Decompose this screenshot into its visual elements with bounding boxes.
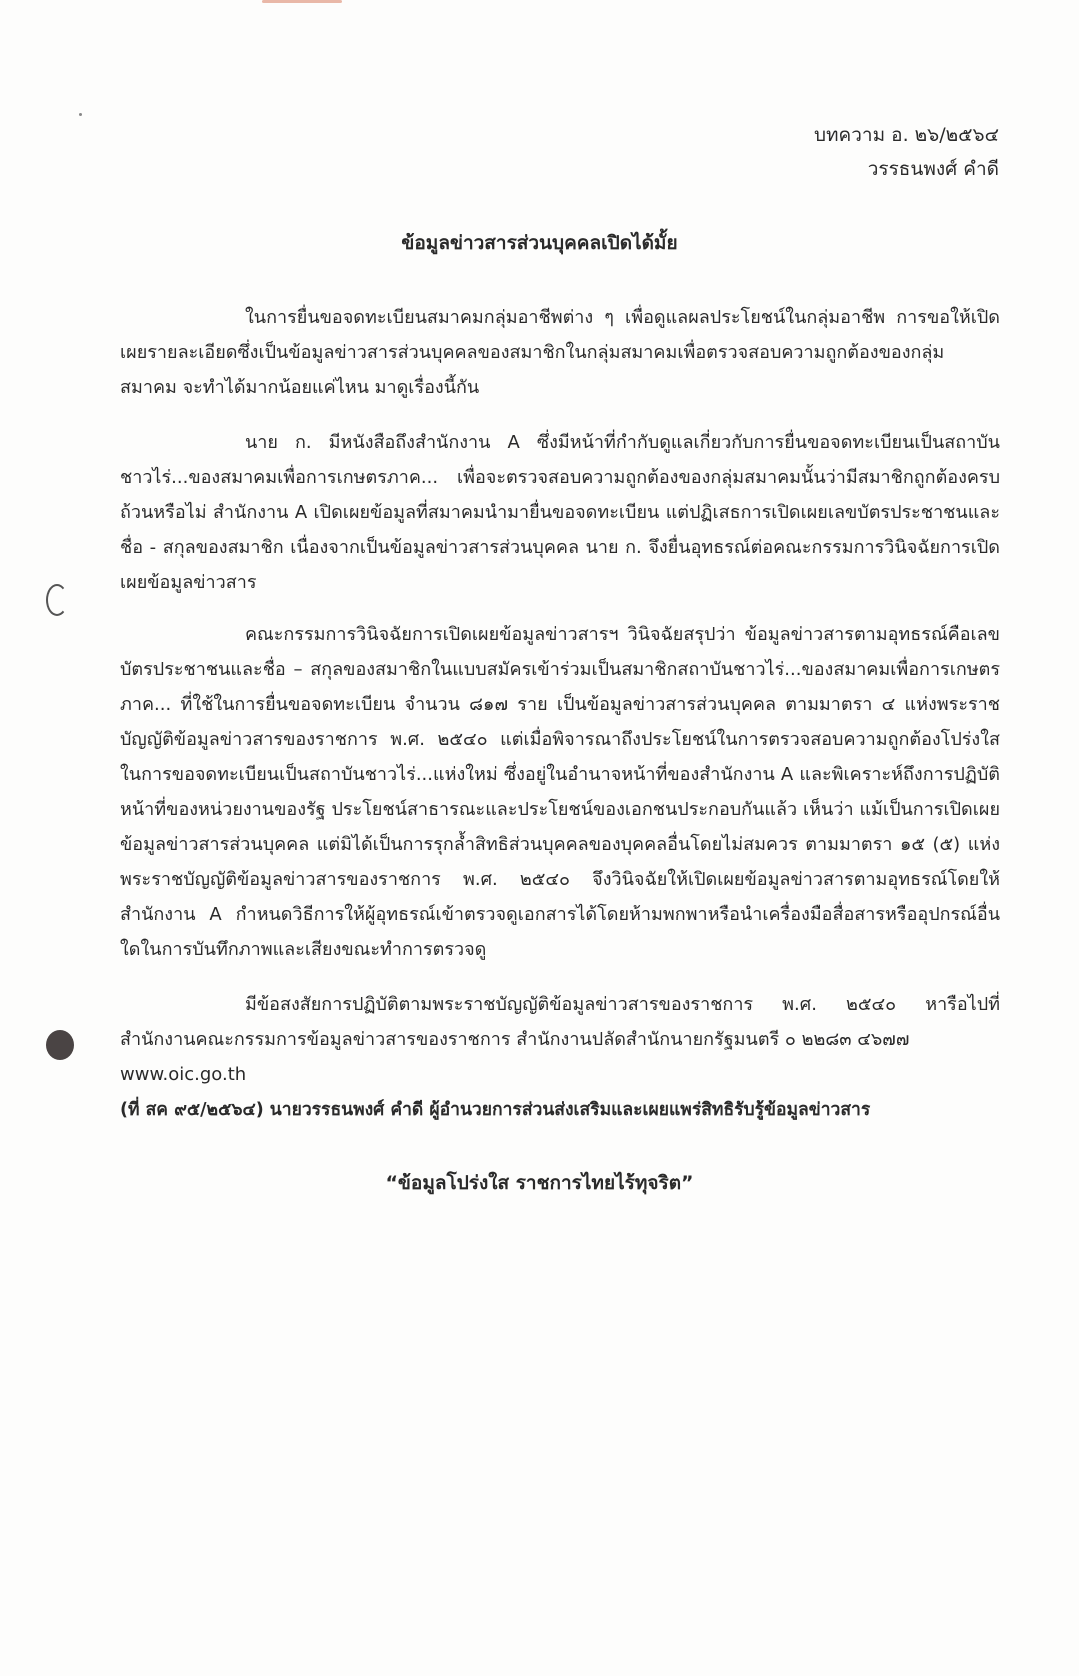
article-reference: บทความ อ. ๒๖/๒๕๖๔ xyxy=(813,124,999,146)
slogan: “ข้อมูลโปร่งใส ราชการไทยไร้ทุจริต” xyxy=(385,1172,694,1194)
scan-mark xyxy=(262,0,342,3)
footnote: (ที่ สค ๙๕/๒๕๖๔) นายวรรธนพงศ์ คำดี ผู้อำนวยการส่วนส่งเสริมและเผยแพร่สิทธิรับรู้ข้อมูลข่าวสาร xyxy=(120,1100,871,1120)
paragraph-ruling: คณะกรรมการวินิจฉัยการเปิดเผยข้อมูลข่าวสารฯ วินิจฉัยสรุปว่า ข้อมูลข่าวสารตามอุทธรณ์คือเลขบัตรประชาชนและชื่อ – สกุลของสมาชิกในแบบสมัครเข้าร่วมเป็นสมาชิกสถาบันชาวไร่...ของสมาคมเพื่อการเกษตรภาค... ที่ใช้ในการยื่นขอจดทะเบียน จำนวน ๘๑๗ ราย เป็นข้อมูลข่าวสารส่วนบุคคล ตามมาตรา ๔ แห่งพระราชบัญญัติข้อมูลข่าวสารของราชการ พ.ศ. ๒๕๔๐ แต่เมื่อพิจารณาถึงประโยชน์ในการตรวจสอบความถูกต้องโปร่งใสในการขอจดทะเบียนเป็นสถาบันชาวไร่...แห่งใหม่ ซึ่งอยู่ในอำนาจหน้าที่ของสำนักงาน A และพิเคราะห์ถึงการปฏิบัติหน้าที่ของหน่วยงานของรัฐ ประโยชน์สาธารณะและประโยชน์ของเอกชนประกอบกันแล้ว เห็นว่า แม้เป็นการเปิดเผยข้อมูลข่าวสารส่วนบุคคล แต่มิได้เป็นการรุกล้ำสิทธิส่วนบุคคลของบุคคลอื่นโดยไม่สมควร ตามมาตรา ๑๕ (๕) แห่งพระราชบัญญัติข้อมูลข่าวสารของราชการ พ.ศ. ๒๕๔๐ จึงวินิจฉัยให้เปิดเผยข้อมูลข่าวสารตามอุทธรณ์โดยให้สำนักงาน A กำหนดวิธีการให้ผู้อุทธรณ์เข้าตรวจดูเอกสารได้โดยห้ามพกพาหรือนำเครื่องมือสื่อสารหรืออุปกรณ์อื่นใดในการบันทึกภาพและเสียงขณะทำการตรวจดู xyxy=(120,624,1001,960)
paragraph-intro: ในการยื่นขอจดทะเบียนสมาคมกลุ่มอาชีพต่าง ๆ เพื่อดูแลผลประโยชน์ในกลุ่มอาชีพ การขอให้เปิดเผยรายละเอียดซึ่งเป็นข้อมูลข่าวสารส่วนบุคคลของสมาชิกในกลุ่มสมาคมเพื่อตรวจสอบความถูกต้องของกลุ่มสมาคม จะทำได้มากน้อยแค่ไหน มาดูเรื่องนี้กัน xyxy=(120,307,1000,398)
scan-speck xyxy=(79,113,82,116)
reference-block xyxy=(814,118,999,186)
article-title: ข้อมูลข่าวสารส่วนบุคคลเปิดได้มั้ย xyxy=(401,232,678,254)
punch-hole xyxy=(46,1030,74,1060)
website-link[interactable]: www.oic.go.th xyxy=(120,1064,247,1085)
paragraph-contact: มีข้อสงสัยการปฏิบัติตามพระราชบัญญัติข้อมูลข่าวสารของราชการ พ.ศ. ๒๕๔๐ หารือไปที่สำนักงานคณะกรรมการข้อมูลข่าวสารของราชการ สำนักงานปลัดสำนักนายกรัฐมนตรี ๐ ๒๒๘๓ ๔๖๗๗ xyxy=(120,994,1000,1050)
author-name: วรรธนพงศ์ คำดี xyxy=(867,158,999,180)
paragraph-facts: นาย ก. มีหนังสือถึงสำนักงาน A ซึ่งมีหน้าที่กำกับดูแลเกี่ยวกับการยื่นขอจดทะเบียนเป็นสถาบันชาวไร่...ของสมาคมเพื่อการเกษตรภาค... เพื่อจะตรวจสอบความถูกต้องของกลุ่มสมาคมนั้นว่ามีสมาชิกถูกต้องครบถ้วนหรือไม่ สำนักงาน A เปิดเผยข้อมูลที่สมาคมนำมายื่นขอจดทะเบียน แต่ปฏิเสธการเปิดเผยเลขบัตรประชาชนและชื่อ - สกุลของสมาชิก เนื่องจากเป็นข้อมูลข่าวสารส่วนบุคคล นาย ก. จึงยื่นอุทธรณ์ต่อคณะกรรมการวินิจฉัยการเปิดเผยข้อมูลข่าวสาร xyxy=(120,432,1000,593)
punch-hole-outline xyxy=(46,584,68,616)
